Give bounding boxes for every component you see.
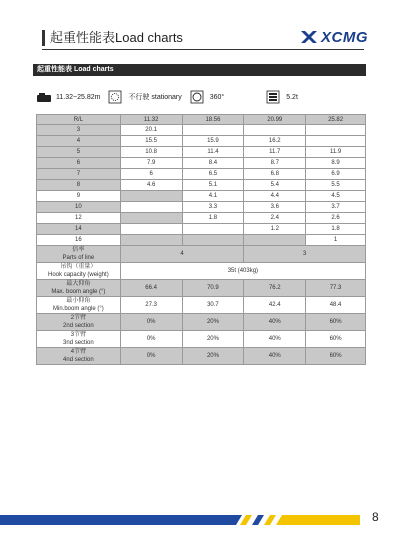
angle-cell: 76.2 xyxy=(244,280,306,297)
load-cell: 6.9 xyxy=(306,169,366,180)
parts-of-line-value: 4 xyxy=(120,246,244,263)
load-cell: 11.4 xyxy=(182,147,244,158)
load-cell: 4.1 xyxy=(182,191,244,202)
angle-cell: 48.4 xyxy=(306,297,366,314)
load-cell: 2.4 xyxy=(244,213,306,224)
section-cell: 0% xyxy=(120,348,182,365)
load-cell: 1.8 xyxy=(306,224,366,235)
table-row xyxy=(37,136,366,147)
section-label: 4节臂 4nd section xyxy=(37,348,121,365)
parts-of-line-label: 倍率 Parts of line xyxy=(37,246,121,263)
section-cell: 60% xyxy=(306,331,366,348)
load-cell xyxy=(244,235,306,246)
table-row xyxy=(37,147,366,158)
load-cell xyxy=(306,136,366,147)
load-cell: 6.5 xyxy=(182,169,244,180)
load-cell: 11.7 xyxy=(244,147,306,158)
section-cell: 40% xyxy=(244,348,306,365)
load-cell xyxy=(182,224,244,235)
angle-cell: 70.9 xyxy=(182,280,244,297)
radius-cell: 9 xyxy=(37,191,121,202)
angle-cell: 42.4 xyxy=(244,297,306,314)
boom-length-header: 20.99 xyxy=(244,115,306,125)
page-number: 8 xyxy=(372,510,379,524)
page-header xyxy=(0,0,400,50)
section-cell: 60% xyxy=(306,348,366,365)
radius-cell: 5 xyxy=(37,147,121,158)
hook-label: 吊钩（重量） Hook capacity (weight) xyxy=(37,263,121,280)
load-cell xyxy=(120,213,182,224)
load-cell xyxy=(120,235,182,246)
table-row xyxy=(37,191,366,202)
xcmg-logo-icon xyxy=(300,29,318,45)
rl-header: R/L xyxy=(37,115,121,125)
table-header-row xyxy=(37,115,366,125)
load-cell: 16.2 xyxy=(244,136,306,147)
load-cell xyxy=(120,191,182,202)
load-cell: 5.1 xyxy=(182,180,244,191)
radius-cell: 3 xyxy=(37,125,121,136)
load-cell xyxy=(120,202,182,213)
radius-cell: 16 xyxy=(37,235,121,246)
load-cell: 6.8 xyxy=(244,169,306,180)
load-cell xyxy=(182,235,244,246)
min-angle-row xyxy=(37,297,366,314)
radius-cell: 4 xyxy=(37,136,121,147)
load-cell: 1 xyxy=(306,235,366,246)
boom-length-header: 25.82 xyxy=(306,115,366,125)
table-row xyxy=(37,213,366,224)
load-cell: 15.9 xyxy=(182,136,244,147)
table-row xyxy=(37,235,366,246)
title-rule xyxy=(42,49,364,50)
load-cell: 7.9 xyxy=(120,158,182,169)
table-row xyxy=(37,125,366,136)
title-marker xyxy=(42,30,45,46)
section-cell: 20% xyxy=(182,314,244,331)
angle-cell: 30.7 xyxy=(182,297,244,314)
load-cell xyxy=(244,125,306,136)
slew-spec: 360° xyxy=(209,93,225,101)
boom-length-header: 11.32 xyxy=(120,115,182,125)
load-cell: 5.4 xyxy=(244,180,306,191)
counterweight-icon xyxy=(266,90,282,104)
load-cell: 20.1 xyxy=(120,125,182,136)
angle-cell: 27.3 xyxy=(120,297,182,314)
min-angle-label: 最小仰角 Min.boom angle (°) xyxy=(37,297,121,314)
spec-row xyxy=(36,88,298,106)
boom-length-spec: 11.32~25.82m xyxy=(56,93,101,101)
section-cell: 20% xyxy=(182,348,244,365)
angle-cell: 77.3 xyxy=(306,280,366,297)
load-cell: 4.5 xyxy=(306,191,366,202)
section-title-bar: 起重性能表 Load charts xyxy=(33,64,366,76)
load-cell: 2.6 xyxy=(306,213,366,224)
radius-cell: 12 xyxy=(37,213,121,224)
load-cell xyxy=(182,125,244,136)
parts-of-line-value: 3 xyxy=(244,246,366,263)
section-cell: 60% xyxy=(306,314,366,331)
table-row xyxy=(37,158,366,169)
section-label: 2节臂 2nd section xyxy=(37,314,121,331)
table-row xyxy=(37,202,366,213)
slew-360-icon xyxy=(190,90,206,104)
load-cell: 6 xyxy=(120,169,182,180)
radius-cell: 8 xyxy=(37,180,121,191)
load-cell: 3.6 xyxy=(244,202,306,213)
load-chart-table xyxy=(36,114,366,365)
footer-stripe xyxy=(0,512,400,522)
section-label: 3节臂 3nd section xyxy=(37,331,121,348)
crane-boom-icon xyxy=(36,90,52,104)
load-cell: 1.8 xyxy=(182,213,244,224)
boom-length-header: 18.56 xyxy=(182,115,244,125)
radius-cell: 7 xyxy=(37,169,121,180)
load-cell: 5.5 xyxy=(306,180,366,191)
load-cell: 15.5 xyxy=(120,136,182,147)
max-angle-label: 最大仰角 Max. boom angle (°) xyxy=(37,280,121,297)
section-row xyxy=(37,331,366,348)
load-cell: 8.7 xyxy=(244,158,306,169)
load-cell: 4.4 xyxy=(244,191,306,202)
load-cell xyxy=(120,224,182,235)
load-cell: 11.9 xyxy=(306,147,366,158)
radius-cell: 14 xyxy=(37,224,121,235)
hook-row xyxy=(37,263,366,280)
section-cell: 40% xyxy=(244,314,306,331)
section-cell: 0% xyxy=(120,314,182,331)
page-title: 起重性能表Load charts xyxy=(50,30,183,45)
parts-of-line-row xyxy=(37,246,366,263)
load-cell: 3.3 xyxy=(182,202,244,213)
hook-value: 35t (403kg) xyxy=(120,263,365,280)
angle-cell: 66.4 xyxy=(120,280,182,297)
footer-stripe-graphic xyxy=(0,515,400,525)
table-row xyxy=(37,169,366,180)
table-row xyxy=(37,180,366,191)
logo-text: XCMG xyxy=(321,28,368,46)
brand-logo xyxy=(300,29,368,45)
load-cell: 8.4 xyxy=(182,158,244,169)
load-cell: 1.2 xyxy=(244,224,306,235)
counterweight-spec: 5.2t xyxy=(286,93,298,101)
section-row xyxy=(37,314,366,331)
load-cell: 4.6 xyxy=(120,180,182,191)
section-cell: 20% xyxy=(182,331,244,348)
section-cell: 40% xyxy=(244,331,306,348)
radius-cell: 10 xyxy=(37,202,121,213)
load-cell: 8.9 xyxy=(306,158,366,169)
load-cell xyxy=(306,125,366,136)
max-angle-row xyxy=(37,280,366,297)
load-cell: 3.7 xyxy=(306,202,366,213)
section-row xyxy=(37,348,366,365)
radius-cell: 6 xyxy=(37,158,121,169)
load-cell: 10.8 xyxy=(120,147,182,158)
section-cell: 0% xyxy=(120,331,182,348)
mode-spec: 不行驶 stationary xyxy=(128,94,182,101)
stationary-icon xyxy=(108,90,124,104)
table-row xyxy=(37,224,366,235)
